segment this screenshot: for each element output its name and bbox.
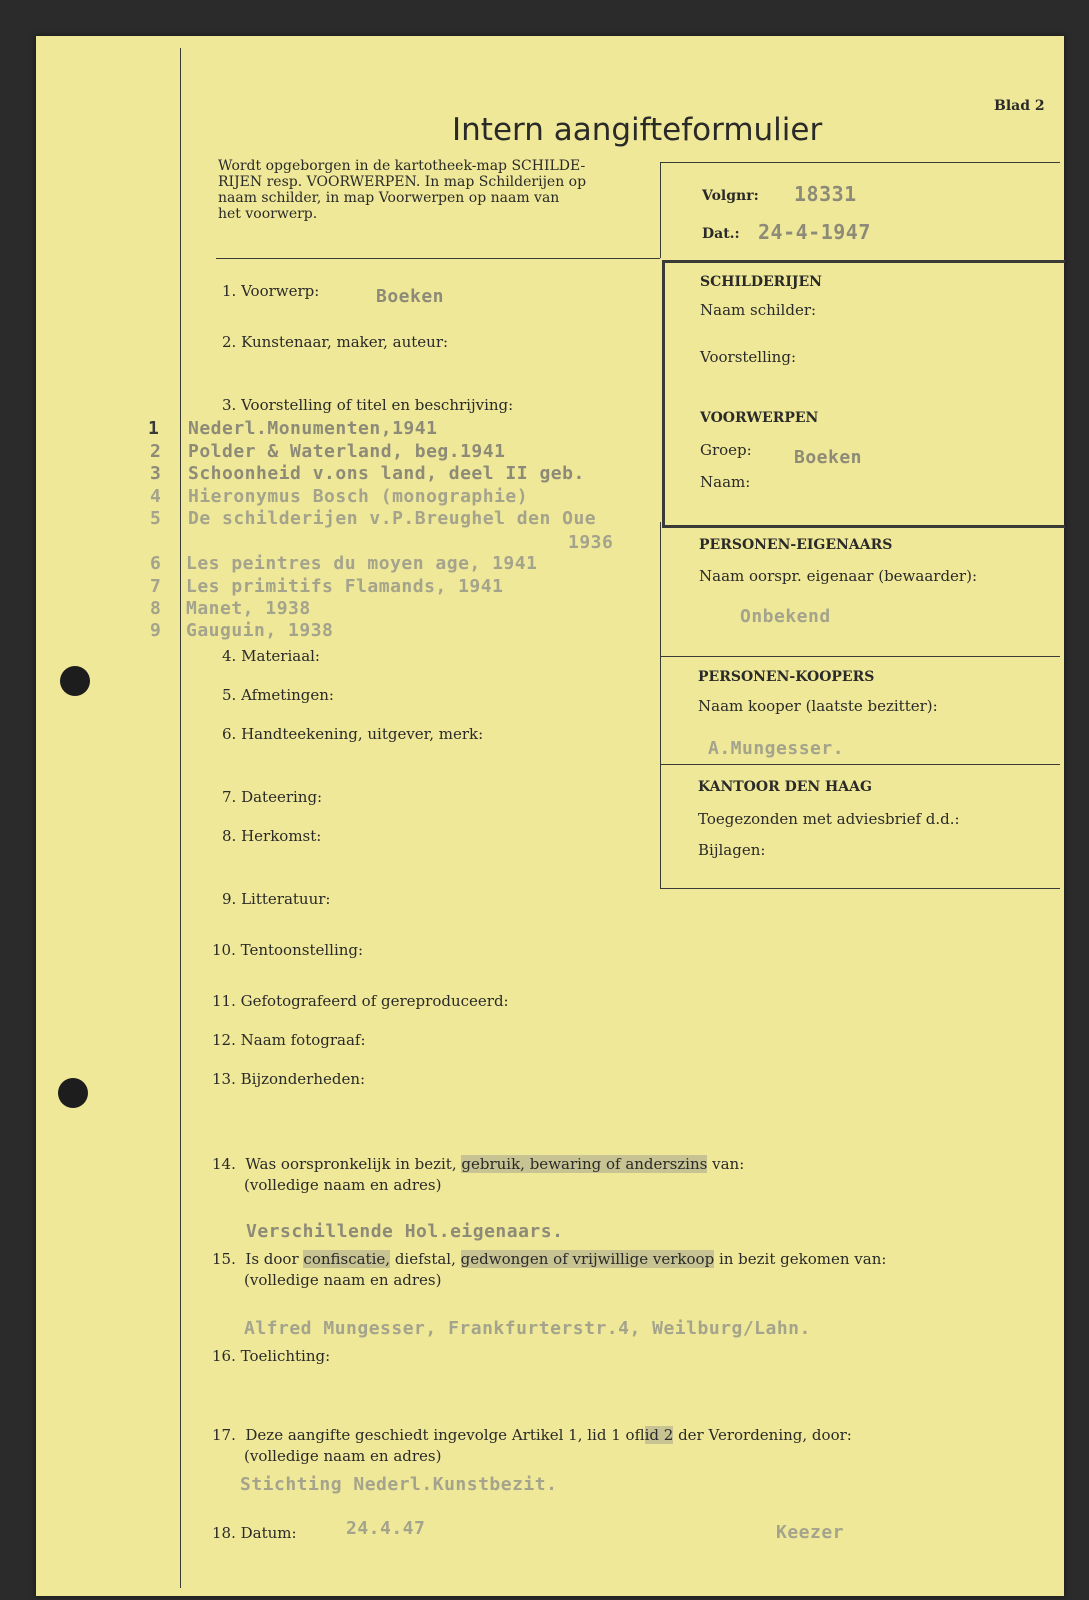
book-title: Nederl.Monumenten,1941 xyxy=(188,418,438,439)
field-16-label: 16. Toelichting: xyxy=(212,1347,331,1365)
field-15-value: Alfred Mungesser, Frankfurterstr.4, Weilburg/Lahn. xyxy=(244,1318,811,1339)
book-title-continued: 1936 xyxy=(568,532,614,553)
field-14-value: Verschillende Hol.eigenaars. xyxy=(246,1221,564,1242)
field-14-number: 14. xyxy=(212,1155,236,1173)
punch-hole-bottom xyxy=(58,1078,88,1108)
field-18-label: 18. Datum: xyxy=(212,1524,297,1542)
field-5-label: 5. Afmetingen: xyxy=(222,686,334,704)
book-number: 6 xyxy=(150,553,162,574)
field-13-label: 13. Bijzonderheden: xyxy=(212,1070,366,1088)
volgnr-left-rule xyxy=(660,162,661,258)
right-column-rule xyxy=(660,522,661,888)
field-15-number: 15. xyxy=(212,1250,236,1268)
voorwerpen-naam-label: Naam: xyxy=(700,473,751,491)
field-8-label: 8. Herkomst: xyxy=(222,827,322,845)
signature: Keezer xyxy=(776,1522,845,1543)
sheet-number: Blad 2 xyxy=(994,98,1045,114)
page-title: Intern aangifteformulier xyxy=(452,112,823,148)
eigenaars-label: Naam oorspr. eigenaar (bewaarder): xyxy=(699,567,978,585)
field-17-struck-text: lid 2 xyxy=(644,1426,674,1444)
field-17-text-end: der Verordening, door: xyxy=(678,1426,852,1444)
voorwerpen-groep-label: Groep: xyxy=(700,441,752,459)
field-15-line xyxy=(212,1250,886,1268)
punch-hole-top xyxy=(60,666,90,696)
field-14-struck-text: gebruik, bewaring of anderszins xyxy=(461,1155,708,1173)
kantoor-toegezonden-label: Toegezonden met adviesbrief d.d.: xyxy=(698,810,960,828)
volgnr-top-rule xyxy=(660,162,1060,163)
left-margin-line xyxy=(180,48,181,1588)
book-number: 7 xyxy=(150,576,162,597)
dat-value: 24-4-1947 xyxy=(758,220,871,244)
field-17-value: Stichting Nederl.Kunstbezit. xyxy=(240,1474,558,1495)
intro-line-4: het voorwerp. xyxy=(218,206,318,222)
book-number: 5 xyxy=(150,508,162,529)
header-rule xyxy=(216,258,660,259)
book-number: 2 xyxy=(150,441,162,462)
field-17-line xyxy=(212,1426,852,1444)
field-4-label: 4. Materiaal: xyxy=(222,647,320,665)
field-18-value: 24.4.47 xyxy=(346,1518,426,1539)
field-15-struck-text-1: confiscatie, xyxy=(303,1250,391,1268)
book-number: 4 xyxy=(150,486,162,507)
kantoor-heading: KANTOOR DEN HAAG xyxy=(698,779,872,795)
field-17-text: Deze aangifte geschiedt ingevolge Artikel 1, lid 1 of xyxy=(245,1426,645,1444)
field-15-text-mid: diefstal, xyxy=(394,1250,456,1268)
field-1-label: 1. Voorwerp: xyxy=(222,282,320,300)
field-11-label: 11. Gefotografeerd of gereproduceerd: xyxy=(212,992,509,1010)
field-10-label: 10. Tentoonstelling: xyxy=(212,941,364,959)
field-15-text-end: in bezit gekomen van: xyxy=(718,1250,887,1268)
book-title: Polder & Waterland, beg.1941 xyxy=(188,441,506,462)
book-title: Les peintres du moyen age, 1941 xyxy=(186,553,538,574)
intro-line-2: RIJEN resp. VOORWERPEN. In map Schilderijen op xyxy=(218,174,587,190)
field-14-line xyxy=(212,1155,744,1173)
field-15-sub: (volledige naam en adres) xyxy=(244,1271,442,1289)
field-2-label: 2. Kunstenaar, maker, auteur: xyxy=(222,333,449,351)
field-14-text-end: van: xyxy=(712,1155,745,1173)
field-3-label: 3. Voorstelling of titel en beschrijving: xyxy=(222,396,514,414)
koopers-heading: PERSONEN-KOOPERS xyxy=(698,669,875,685)
koopers-label: Naam kooper (laatste bezitter): xyxy=(698,697,938,715)
book-title: Hieronymus Bosch (monographie) xyxy=(188,486,529,507)
field-15-text: Is door xyxy=(245,1250,299,1268)
voorwerpen-heading: VOORWERPEN xyxy=(700,410,819,426)
schilderijen-voorstelling-label: Voorstelling: xyxy=(700,348,796,366)
book-number: 9 xyxy=(150,620,162,641)
book-title: Gauguin, 1938 xyxy=(186,620,334,641)
voorwerpen-groep-value: Boeken xyxy=(794,447,863,468)
eigenaars-heading: PERSONEN-EIGENAARS xyxy=(699,537,893,553)
kantoor-bottom-rule xyxy=(660,888,1060,889)
koopers-bottom-rule xyxy=(660,764,1060,765)
book-title: Les primitifs Flamands, 1941 xyxy=(186,576,504,597)
field-7-label: 7. Dateering: xyxy=(222,788,323,806)
field-17-sub: (volledige naam en adres) xyxy=(244,1447,442,1465)
book-number: 1 xyxy=(148,418,160,439)
book-title: Schoonheid v.ons land, deel II geb. xyxy=(188,463,585,484)
dat-label: Dat.: xyxy=(702,226,740,242)
field-14-sub: (volledige naam en adres) xyxy=(244,1176,442,1194)
book-number: 3 xyxy=(150,463,162,484)
schilderijen-naam-label: Naam schilder: xyxy=(700,301,817,319)
field-12-label: 12. Naam fotograaf: xyxy=(212,1031,366,1049)
schilderijen-heading: SCHILDERIJEN xyxy=(700,274,822,290)
kantoor-bijlagen-label: Bijlagen: xyxy=(698,841,766,859)
field-14-text: Was oorspronkelijk in bezit, xyxy=(245,1155,457,1173)
volgnr-label: Volgnr: xyxy=(702,188,759,204)
eigenaars-bottom-rule xyxy=(660,656,1060,657)
field-17-number: 17. xyxy=(212,1426,236,1444)
eigenaars-value: Onbekend xyxy=(740,606,831,627)
field-6-label: 6. Handteekening, uitgever, merk: xyxy=(222,725,484,743)
field-1-value: Boeken xyxy=(376,286,445,307)
book-number: 8 xyxy=(150,598,162,619)
volgnr-value: 18331 xyxy=(794,182,857,206)
book-title: De schilderijen v.P.Breughel den Oue xyxy=(188,508,597,529)
koopers-value: A.Mungesser. xyxy=(708,738,845,759)
field-15-struck-text-2: gedwongen of vrijwillige verkoop xyxy=(460,1250,715,1268)
intro-line-3: naam schilder, in map Voorwerpen op naam van xyxy=(218,190,560,206)
book-title: Manet, 1938 xyxy=(186,598,311,619)
field-9-label: 9. Litteratuur: xyxy=(222,890,331,908)
intro-line-1: Wordt opgeborgen in de kartotheek-map SCHILDE- xyxy=(218,158,586,174)
